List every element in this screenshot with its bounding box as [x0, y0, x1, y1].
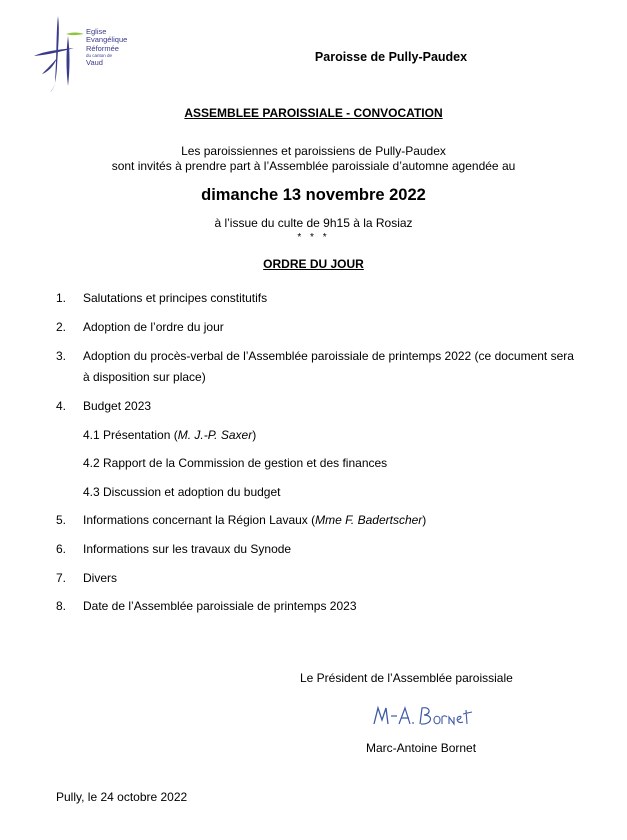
- meeting-time-place: à l’issue du culte de 9h15 à la Rosiaz: [214, 216, 413, 230]
- signatory-name: Marc-Antoine Bornet: [366, 741, 477, 755]
- agenda-subitem-4-3: 4.3 Discussion et adoption du budget: [83, 485, 281, 499]
- logo-text: Eglise Evangélique Réformée du canton de Vaud: [86, 27, 128, 67]
- president-title: Le Président de l’Assemblée paroissiale: [300, 671, 513, 685]
- agenda-item-2: 2. Adoption de l’ordre du jour: [56, 320, 224, 334]
- parish-name: Paroisse de Pully-Paudex: [314, 50, 468, 64]
- agenda-item-7: 7. Divers: [56, 571, 118, 585]
- agenda-item-6: 6. Informations sur les travaux du Synode: [56, 542, 292, 556]
- handwritten-signature: [370, 700, 480, 734]
- agenda-item-1: 1. Salutations et principes constitutifs: [56, 291, 268, 305]
- place-and-date: Pully, le 24 octobre 2022: [56, 790, 188, 804]
- meeting-date: dimanche 13 novembre 2022: [201, 186, 426, 204]
- document-title: ASSEMBLEE PAROISSIALE - CONVOCATION: [184, 106, 443, 120]
- agenda-item-3: 3. Adoption du procès-verbal de l’Assemblée paroissiale de printemps 2022 (ce document sera à disposition sur place): [56, 349, 574, 384]
- agenda-item-5: 5. Informations concernant la Région Lavaux (Mme F. Badertscher): [56, 513, 427, 527]
- agenda-item-8: 8. Date de l’Assemblée paroissiale de printemps 2023: [56, 599, 357, 613]
- intro-text: Les paroissiennes et paroissiens de Pully-Paudex sont invités à prendre part à l’Assemblée paroissiale d’automne agendée au: [111, 144, 516, 173]
- agenda-item-4: 4. Budget 2023: [56, 399, 152, 413]
- agenda-subitem-4-1: 4.1 Présentation (M. J.-P. Saxer): [83, 428, 257, 442]
- agenda-subitem-4-2: 4.2 Rapport de la Commission de gestion et des finances: [83, 456, 388, 470]
- separator: * * *: [297, 232, 330, 243]
- agenda-title: ORDRE DU JOUR: [263, 257, 364, 271]
